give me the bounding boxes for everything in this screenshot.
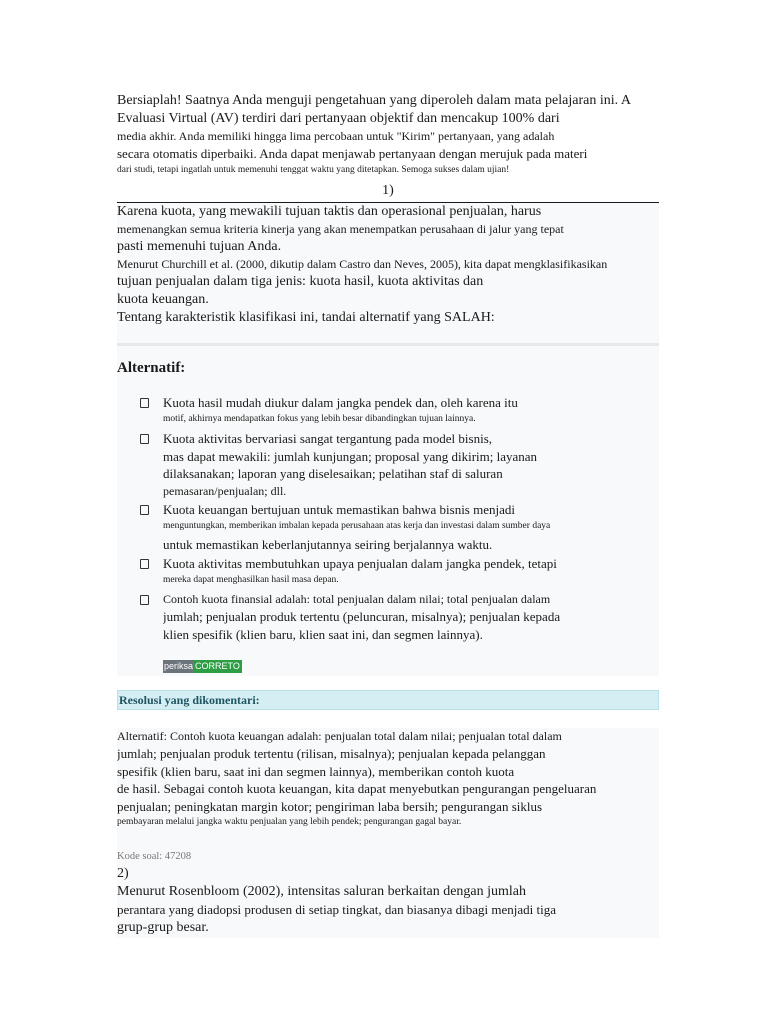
option-5[interactable] bbox=[163, 591, 643, 643]
resolution-line: penjualan; peningkatan margin kotor; pengiriman laba bersih; pengurangan siklus bbox=[117, 798, 543, 814]
option-line: mas dapat mewakili: jumlah kunjungan; proposal yang dikirim; layanan bbox=[163, 448, 538, 464]
option-line: dilaksanakan; laporan yang diselesaikan; pelatihan staf di saluran bbox=[163, 466, 503, 481]
intro-line: Bersiaplah! Saatnya Anda menguji pengetahuan yang diperoleh dalam mata pelajaran ini. A bbox=[117, 93, 631, 108]
option-line: menguntungkan, memberikan imbalan kepada perusahaan atas kerja dan investasi dalam sumber daya bbox=[163, 520, 551, 531]
question-code: Kode soal: 47208 bbox=[117, 851, 192, 862]
alternatives-heading: Alternatif: bbox=[117, 360, 186, 376]
resolution-heading: Resolusi yang dikomentari: bbox=[117, 690, 659, 710]
resolution-text bbox=[117, 728, 659, 829]
option-radio-icon[interactable] bbox=[140, 505, 149, 515]
question-line: pasti memenuhi tujuan Anda. bbox=[117, 239, 282, 254]
question-line: memenangkan semua kriteria kinerja yang akan menempatkan perusahaan di jalur yang tepat bbox=[117, 222, 564, 236]
resolution-line: jumlah; penjualan produk tertentu (rilisan, misalnya); penjualan kepada pelanggan bbox=[117, 746, 546, 761]
option-2[interactable] bbox=[163, 430, 643, 500]
correct-badge: CORRETO bbox=[194, 660, 242, 673]
option-line: Kuota aktivitas membutuhkan upaya penjualan dalam jangka pendek, tetapi bbox=[163, 556, 557, 571]
question-line: Menurut Rosenbloom (2002), intensitas saluran berkaitan dengan jumlah bbox=[117, 884, 527, 899]
option-line: untuk memastikan keberlanjutannya seiring berjalannya waktu. bbox=[163, 536, 493, 552]
question-number: 2) bbox=[117, 866, 129, 881]
option-line: Kuota hasil mudah diukur dalam jangka pendek dan, oleh karena itu bbox=[163, 395, 518, 410]
resolution-line: pembayaran melalui jangka waktu penjualan yang lebih pendek; pengurangan gagal bayar. bbox=[117, 817, 462, 827]
option-line: Kuota keuangan bertujuan untuk memastikan bahwa bisnis menjadi bbox=[163, 502, 515, 517]
resolution-line: de hasil. Sebagai contoh kuota keuangan, kita dapat menyebutkan pengurangan pengeluaran bbox=[117, 781, 597, 796]
option-radio-icon[interactable] bbox=[140, 434, 149, 444]
option-line: Contoh kuota finansial adalah: total penjualan dalam nilai; total penjualan dalam bbox=[163, 592, 551, 606]
intro-line: secara otomatis diperbaiki. Anda dapat menjawab pertanyaan dengan merujuk pada materi bbox=[117, 146, 588, 161]
question-number: 1) bbox=[382, 183, 394, 198]
question-line: Menurut Churchill et al. (2000, dikutip dalam Castro dan Neves, 2005), kita dapat mengklasifikasikan bbox=[117, 257, 608, 271]
option-line: pemasaran/penjualan; dll. bbox=[163, 483, 287, 498]
option-line: motif, akhirnya mendapatkan fokus yang lebih besar dibandingkan tujuan lainnya. bbox=[163, 413, 476, 424]
option-4[interactable] bbox=[163, 555, 643, 587]
question-line: Tentang karakteristik klasifikasi ini, tandai alternatif yang SALAH: bbox=[117, 310, 495, 325]
check-button[interactable]: periksa bbox=[164, 661, 194, 671]
intro-line: dari studi, tetapi ingatlah untuk memenuhi tenggat waktu yang ditetapkan. Semoga sukses dalam ujian! bbox=[117, 164, 510, 175]
intro-line: Evaluasi Virtual (AV) terdiri dari pertanyaan objektif dan mencakup 100% dari bbox=[117, 111, 560, 126]
question-text bbox=[117, 203, 659, 327]
question-line: Karena kuota, yang mewakili tujuan taktis dan operasional penjualan, harus bbox=[117, 204, 542, 219]
question-line: grup-grup besar. bbox=[117, 919, 209, 935]
question-line: perantara yang diadopsi produsen di setiap tingkat, dan biasanya dibagi menjadi tiga bbox=[117, 902, 556, 917]
intro-line: media akhir. Anda memiliki hingga lima percobaan untuk "Kirim" pertanyaan, yang adalah bbox=[117, 129, 555, 143]
option-line: jumlah; penjualan produk tertentu (peluncuran, misalnya); penjualan kepada bbox=[163, 609, 561, 624]
intro-paragraph bbox=[117, 92, 662, 177]
option-1[interactable] bbox=[163, 394, 643, 426]
resolution-line: spesifik (klien baru, saat ini dan segmen lainnya), memberikan contoh kuota bbox=[117, 763, 515, 779]
option-3[interactable] bbox=[163, 501, 643, 553]
option-radio-icon[interactable] bbox=[140, 595, 149, 605]
option-line: mereka dapat menghasilkan hasil masa depan. bbox=[163, 574, 339, 585]
question-line: kuota keuangan. bbox=[117, 292, 209, 307]
option-radio-icon[interactable] bbox=[140, 559, 149, 569]
question-2 bbox=[117, 865, 659, 937]
check-result-row bbox=[163, 660, 242, 673]
resolution-line: Alternatif: Contoh kuota keuangan adalah: penjualan total dalam nilai; penjualan total dalam bbox=[117, 729, 562, 743]
option-line: Kuota aktivitas bervariasi sangat tergantung pada model bisnis, bbox=[163, 431, 493, 446]
option-line: klien spesifik (klien baru, klien saat ini, dan segmen lainnya). bbox=[163, 626, 483, 642]
option-radio-icon[interactable] bbox=[140, 398, 149, 408]
question-line: tujuan penjualan dalam tiga jenis: kuota hasil, kuota aktivitas dan bbox=[117, 274, 484, 289]
